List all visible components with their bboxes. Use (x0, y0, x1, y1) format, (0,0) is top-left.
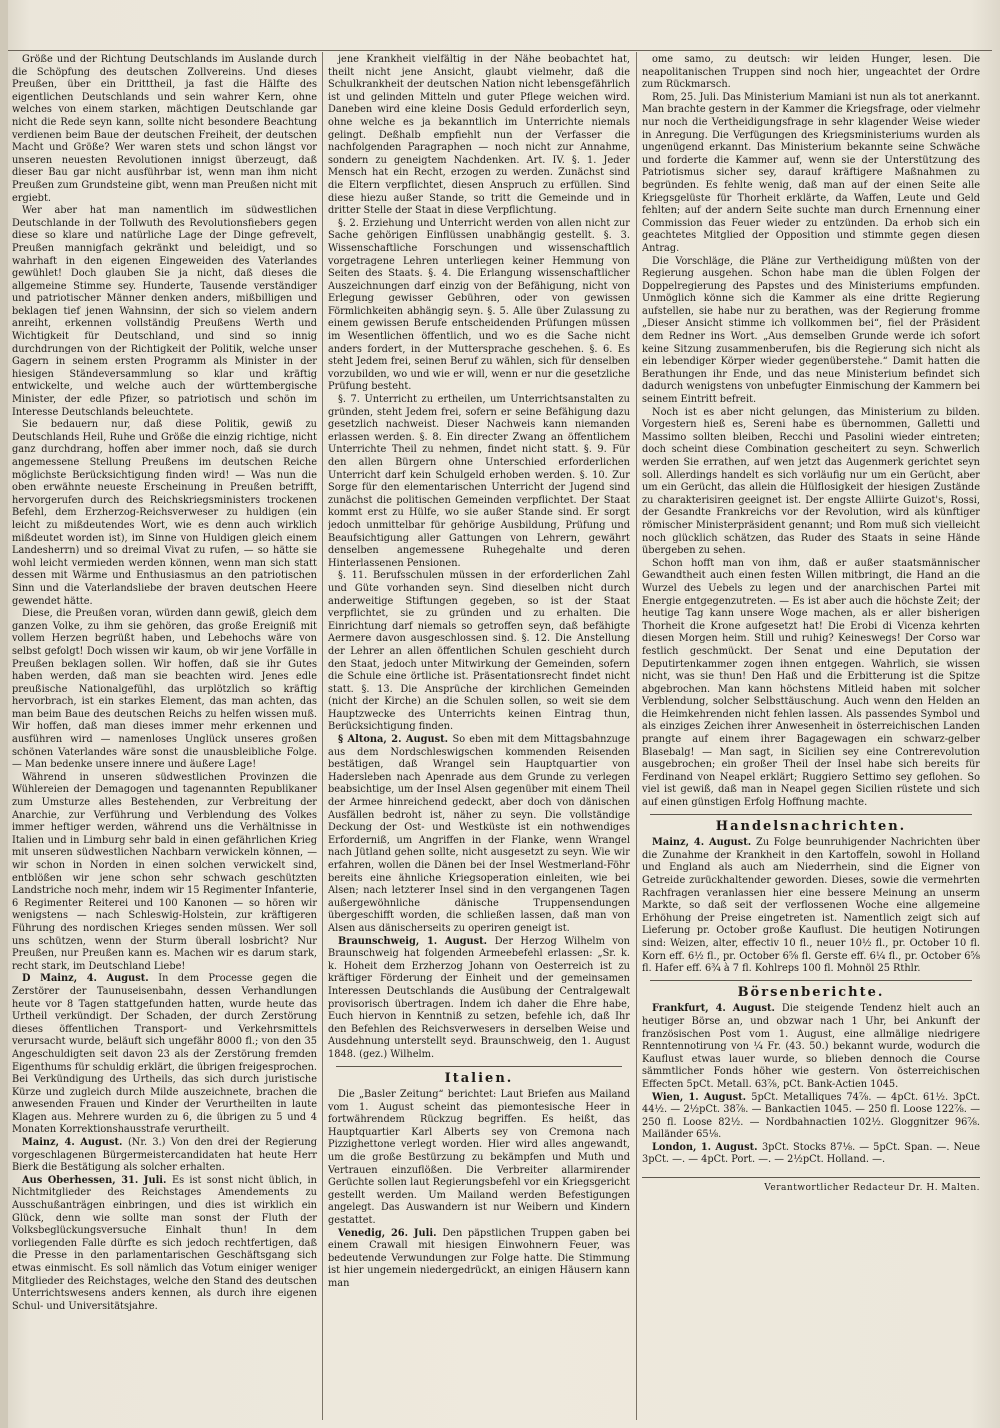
news-item (328, 1089, 630, 1228)
dateline: § Altona, 2. August. (338, 734, 453, 746)
article-paragraph: Rom, 25. Juli. Das Ministerium Mamiani ist nun als tot anerkannt. Man brachte gestern in der Kammer die Kriegsfrage, oder vielmehr nur noch die Vertheidigungsfrage in sehr klagender Weise wieder in Anregung. Die Verfügungen des Kriegsministeriums wurden als ungenügend erkannt. Das Ministerium bekannte seine Schwäche und forderte die Kammer auf, wenn sie der Unterstützung des Patriotismus sicher sey, darauf kräftigere Maßnahmen zu begründen. Es fehlte wenig, daß man auf der einen Seite alle Kriegsgelüste für Thorheit erklärte, da Waffen, Leute und Geld fehlten; auf der andern Seite suchte man durch Ernennung einer Commission das Feuer wieder zu entzünden. Da erhob sich ein geachtetes Mitglied der Opposition und stimmte gegen diesen Antrag. (642, 91, 980, 254)
news-item (328, 1228, 630, 1291)
article-text: Die „Basler Zeitung“ berichtet: Laut Briefen aus Mailand vom 1. August scheint das piemontesische Heer in fortwährendem Rückzug begriffen. Es heißt, das Hauptquartier Karl Alberts sey von Cremona nach Pizzighettone verlegt worden. Hier wird alles angewandt, um die große Bestürzung zu bekämpfen und Muth und Vertrauen einzuflößen. Die Verbreiter allarmirender Gerüchte sollen laut Regierungsbefehl vor ein Kriegsgericht gestellt werden. Um Mailand werden Befestigungen angelegt. Das Auswandern ist nur Weibern und Kindern gestattet. (328, 1089, 630, 1227)
editor-credit: Verantwortlicher Redacteur Dr. H. Malten. (642, 1177, 980, 1195)
dateline: D Mainz, 4. August. (22, 973, 159, 985)
section-rule (336, 1066, 622, 1067)
dateline: Aus Oberhessen, 31. Juli. (22, 1174, 172, 1186)
article-text: In dem Processe gegen die Zerstörer der Taunuseisenbahn, dessen Verhandlungen heute vor 8 Tagen stattgefunden hatten, wurde heute das Urtheil verkündigt. Der Schaden, der durch Zerstörung dieses öffentlichen Transport- und Verkehrsmittels verursacht wurde, beläuft sich ungefähr 8000 fl.; von den 35 Angeschuldigten seit davon 23 als der Zerstörung fremden Eigenthums für schuldig erklärt, die übrigen freigesprochen. Bei Verkündigung des Urtheils, das sich durch juristische Kürze und zugleich durch Milde auszeichnete, brachen die anwesenden Frauen und Kinder der Verurtheilten in laute Klagen aus. Mehrere wurden zu 6, die übrigen zu 5 und 4 Monaten Korrektionshausstrafe verurtheilt. (12, 973, 317, 1136)
article-paragraph: Größe und der Richtung Deutschlands im Auslande durch die Schöpfung des deutschen Zollvereins. Und dieses Preußen, über ein Dritttheil, ja fast die Hälfte des eigentlichen Deutschlands und sein wahrer Kern, ohne welches von einem starken, mächtigen Deutschlande gar nicht die Rede seyn kann, sollte nicht besondere Beachtung verdienen beim Baue der deutschen Freiheit, der deutschen Macht und Größe? Wer waren stets und schon längst vor unseren neuesten Revolutionen innigst überzeugt, daß dieser Bau gar nicht ausführbar ist, wenn man ihm nicht Preußen zum Grundsteine gibt, wenn man Preußen nicht mit ergiebt. (12, 54, 317, 204)
article-paragraph: §. 2. Erziehung und Unterricht werden von allen nicht zur Sache gehörigen Einflüssen unabhängig gestellt. §. 3. Wissenschaftliche Forschungen und wissenschaftlich vorgetragene Lehren unterliegen keiner Hemmung von Seiten des Staats. §. 4. Die Erlangung wissenschaftlicher Auszeichnungen darf einzig von der Befähigung, nicht von Erlegung gewisser Gebühren, oder von gewissen Förmlichkeiten abhängig seyn. §. 5. Alle über Zulassung zu einem gewissen Berufe entscheidenden Prüfungen müssen im Wesentlichen öffentlich, und wo es die Sache nicht anders fordert, in der Muttersprache geschehen. §. 6. Es steht Jedem frei, seinen Beruf zu wählen, sich für denselben vorzubilden, wo und wie er will, wenn er nur die gesetzliche Prüfung besteht. (328, 217, 630, 393)
page-binding-edge (0, 0, 8, 1428)
dateline: London, 1. August. (652, 1141, 762, 1153)
news-item (642, 1142, 980, 1167)
column-left (12, 54, 317, 1422)
article-paragraph: Noch ist es aber nicht gelungen, das Ministerium zu bilden. Vorgestern hieß es, Sereni habe es übernommen, Galletti und Massimo sollten bleiben, Recchi und Pasolini wieder eintreten; doch scheint diese Combination gescheitert zu seyn. Schwerlich werden Sie errathen, auf wen jetzt das Augenmerk gerichtet seyn soll. Allerdings handelt es sich vorläufig nur um ein Gerücht, aber um ein Gerücht, das allein die Hülflosigkeit der hiesigen Zustände zu charakterisiren geeignet ist. Der engste Alliirte Guizot's, Rossi, der Gesandte Frankreichs vor der Revolution, wird als künftiger römischer Ministerpräsident genannt; und Rom muß sich vielleicht noch glücklich schätzen, das Ruder des Staats in seine Hände übergeben zu sehen. (642, 406, 980, 557)
column-divider (636, 52, 637, 1420)
news-item (642, 1092, 980, 1142)
dateline: Mainz, 4. August. (652, 837, 757, 849)
dateline: Frankfurt, 4. August. (652, 1003, 782, 1015)
article-paragraph: Sie bedauern nur, daß diese Politik, gewiß zu Deutschlands Heil, Ruhe und Größe die einzig richtige, nicht ganz durchdrang, hoffen aber immer noch, daß sie durch angemessene Stellung Preußens im deutschen Reiche möglichste Berücksichtigung finden wird! — Was nun die oben erwähnte neueste Erscheinung in Preußen betrifft, hervorgerufen durch des Reichskriegsministers trockenen Befehl, dem Erzherzog-Reichsverweser zu huldigen (ein leicht zu mißdeutendes Wort, wie es denn auch wirklich mißdeutet worden ist), im Sinne von Huldigen gleich einem Landesherrn) und so dreimal Vivat zu rufen, — so hätte sie wohl leicht vermieden werden können, wenn man sich statt dessen mit Wärme und Enthusiasmus an den patriotischen Sinn und die Vaterlandsliebe der braven deutschen Heere gewendet hätte. (12, 419, 317, 607)
article-paragraph: ome samo, zu deutsch: wir leiden Hunger, lesen. Die neapolitanischen Truppen sind noch hier, ungeachtet der Ordre zum Rückmarsch. (642, 54, 980, 91)
article-text: Der Herzog Wilhelm von Braunschweig hat folgenden Armeebefehl erlassen: „Sr. k. k. Hoheit dem Erzherzog Johann von Oesterreich ist zu kräftiger Förderung der Einheit und der gemeinsamen Interessen Deutschlands die Ausübung der Centralgewalt provisorisch übertragen. Indem ich daher die Ehre habe, Euch hiervon in Kenntniß zu setzen, befehle ich, daß Ihr den Befehlen des Reichsverwesers in derselben Weise und Ausdehnung unterstellt seyd. Braunschweig, den 1. August 1848. (gez.) Wilhelm. (328, 935, 630, 1060)
article-paragraph: Während in unseren südwestlichen Provinzen die Wühlereien der Demagogen und tagenannten Republikaner zum Umsturze alles Bestehenden, zur Verbreitung der Anarchie, zur Verführung und Verblendung des Volkes immer heftiger werden, während uns die Verhältnisse in Italien und in Limburg sehr bald in einen gefährlichen Krieg mit unseren südwestlichen Nachbarn verwickeln können, — wir schon in Norden in einen solchen verwickelt sind, entblößen wir jene schon sehr schwach geschützten Landstriche noch mehr, indem wir 15 Regimenter Infanterie, 6 Regimenter Reiterei und 100 Kanonen — so hören wir wenigstens — nach Schleswig-Holstein, zur kräftigeren Führung des nordischen Krieges senden müssen. Wer soll uns schützen, wenn der Sturm überall losbricht? Nur Preußen, nur Preußen kann es. Machen wir es darum stark, recht stark, im Deutschland Liebe! (12, 771, 317, 972)
article-text: 3pCt. Stocks 87⅛. — 5pCt. Span. —. Neue 3pCt. —. — 4pCt. Port. —. — 2½pCt. Holland. —. (642, 1141, 980, 1166)
news-item (642, 837, 980, 976)
section-title-handelsnachrichten: Handelsnachrichten. (715, 818, 907, 834)
article-text: So eben mit dem Mittagsbahnzuge aus dem Nordschleswigschen kommenden Reisenden bestätigen, daß Wrangel sein Hauptquartier von Hadersleben nach Apenrade aus dem Grunde zu verlegen beabsichtige, um der Insel Alsen gegenüber mit einem Theil der Armee hinreichend gedeckt, aber doch von dänischen Ausfällen bedroht ist, näher zu seyn. Die vollständige Deckung der Ost- und Westküste ist ein nothwendiges Erforderniß, um Angriffen in der Flanke, wenn Wrangel nach Jütland gehen sollte, nicht ausgesetzt zu seyn. Wie wir erfahren, wollen die Dänen bei der Insel Westmerland-Föhr bereits eine ähnliche Kriegsoperation einleiten, wie bei Alsen; nach letzterer Insel sind in den vergangenen Tagen außergewöhnliche dänische Truppensendungen übergeschifft worden, die schließen lassen, daß man von Alsen aus dänischerseits zu operiren geneigt ist. (328, 734, 630, 934)
header-rule (8, 50, 992, 51)
column-middle (328, 54, 630, 1422)
section-title-boersenberichte: Börsenberichte. (737, 984, 885, 1000)
column-divider (322, 52, 323, 1420)
article-text: (Nr. 3.) Von den drei der Regierung vorgeschlagenen Bürgermeistercandidaten hat heute Herr Bierk die Bestätigung als solcher erhalten. (12, 1137, 317, 1174)
section-rule (650, 814, 972, 815)
dateline: Venedig, 26. Juli. (338, 1227, 443, 1239)
article-paragraph: jene Krankheit vielfältig in der Nähe beobachtet hat, theilt nicht jene Ansicht, glaubt vielmehr, daß die Schulkrankheit der deutschen Nation nicht lebensgefährlich ist und gelinden Mitteln und guter Pflege weichen wird. Daneben wird eine kleine Dosis Geduld erforderlich seyn, ohne welche es ja bekanntlich im Unterrichte niemals gelingt. Deßhalb empfiehlt nun der Verfasser die nachfolgenden Paragraphen — noch nicht zur Annahme, sondern zu geneigtem Nachdenken. Art. IV. §. 1. Jeder Mensch hat ein Recht, erzogen zu werden. Zunächst sind die Eltern verpflichtet, diesen Anspruch zu erfüllen. Sind diese hiezu außer Stande, so tritt die Gemeinde und in dritter Stelle der Staat in diese Verpflichtung. (328, 54, 630, 217)
news-item (328, 734, 630, 936)
article-text: Den päpstlichen Truppen gaben bei einem Crawall mit hiesigen Einwohnern Feuer, was bedeutende Verwundungen zur Folge hatte. Die Stimmung ist hier ungemein niedergedrückt, an einigen Häusern kann man (328, 1227, 630, 1289)
article-paragraph: Schon hofft man von ihm, daß er außer staatsmännischer Gewandtheit auch einen festen Willen mitbringt, die Hand an die Wurzel des Uebels zu legen und der anarchischen Partei mit Energie entgegenzutreten. — Es ist aber auch die höchste Zeit; der heutige Tag kann unsere Woge machen, als er aller bisherigen Thorheit die Krone aufgesetzt hat! Die Erobi di Vicenza kehrten diesen Morgen heim. Still und ruhig? Keineswegs! Der Corso war festlich geschmückt. Der Senat und eine Deputation der Deputirtenkammer zogen ihnen entgegen. Wahrlich, sie wissen nicht, was sie thun! Den Haß und die Erbitterung ist die Spitze abgebrochen. Man kann höchstens Mitleid haben mit solcher Verblendung, solcher Selbsttäuschung. Auch wenn den Helden an die Heimkehrenden nicht fehlen lassen. Als passendes Symbol und als einziges Zeichen ihrer Anwesenheit in österreichischen Landen prangte auf einem ihrer Bagagewagen ein schwarz-gelber Blasebalg! — Man sagt, in Sicilien sey eine Contrerevolution ausgebrochen; ein großer Theil der Insel habe sich bereits für Ferdinand von Neapel erklärt; Ruggiero Settimo sey geflohen. So viel ist gewiß, daß man in Neapel gegen Sicilien rüstete und sich auf einen günstigen Erfolg Hoffnung machte. (642, 557, 980, 809)
article-paragraph: Die Vorschläge, die Pläne zur Vertheidigung müßten von der Regierung ausgehen. Schon habe man die üblen Folgen der Doppelregierung des Papstes und des Ministeriums empfunden. Unmöglich könne sich die Kammer als eine dritte Regierung aufstellen, sie habe nur zu berathen, was der Regierung fromme „Dieser Ansicht stimme ich vollkommen bei“, fiel der Präsident dem Redner ins Wort. „Aus demselben Grunde werde ich sofort keine Sitzung zusammenberufen, bis die Regierung sich nicht als ein lebendiger Körper wieder gegenüberstehe.“ Damit hatten die Berathungen ihr Ende, und das neue Ministerium befindet sich dadurch wenigstens von unbefugter Einmischung der Kammern bei seinem Eintritt befreit. (642, 255, 980, 406)
section-rule (650, 980, 972, 981)
section-title-italien: Italien. (444, 1070, 514, 1086)
article-paragraph: §. 11. Berufsschulen müssen in der erforderlichen Zahl und Güte vorhanden seyn. Sind dieselben nicht durch anderweitige Stiftungen gegeben, so ist der Staat verpflichtet, sie zu gründen und zu erhalten. Die Einrichtung darf niemals so getroffen seyn, daß befähigte Aermere davon ausgeschlossen sind. §. 12. Die Anstellung der Lehrer an allen öffentlichen Schulen geschieht durch den Staat, jedoch unter Mitwirkung der Gemeinden, sofern die Schule eine örtliche ist. Präsentationsrecht findet nicht statt. §. 13. Die Ansprüche der kirchlichen Gemeinden (nicht der Kirche) an die Schulen sollen, so weit sie dem Hauptzwecke des Unterrichts keinen Eintrag thun, Berücksichtigung finden. (328, 570, 630, 733)
article-text: 5pCt. Metalliques 74⅞. — 4pCt. 61½. 3pCt. 44½. — 2½pCt. 38⅞. — Bankactien 1045. — 250 fl. Loose 122⅞. — 250 fl. Loose 82½. — Nordbahnactien 102½. Gloggnitzer 96⅞. Mailänder 65⅛. (642, 1091, 980, 1141)
article-text: Die steigende Tendenz hielt auch an heutiger Börse an, und obzwar nach 1 Uhr, bei Ankunft der französischen Post vom 1. August, eine allmälige niedrigere Renntennotirung von ¼ Fr. (43. 50.) bekannt wurde, wodurch die Kauflust etwas lauer wurde, so blieben dennoch die Course sämmtlicher Fonds höher wie gestern. Von österreichischen Effecten 5pCt. Metall. 63⅞, pCt. Bank-Actien 1045. (642, 1003, 980, 1090)
news-item (12, 973, 317, 1137)
news-item (642, 1003, 980, 1091)
dateline: Wien, 1. August. (652, 1091, 752, 1103)
dateline: Mainz, 4. August. (22, 1137, 128, 1149)
news-item (12, 1137, 317, 1175)
article-paragraph: Diese, die Preußen voran, würden dann gewiß, gleich dem ganzen Volke, zu ihm sie gehören, das große Ereigniß mit vollem Herzen begrüßt haben, und Lebehochs wäre von selbst gefolgt! Doch wissen wir kaum, ob wir jene Vorfälle in Preußen beklagen sollen. Wir hoffen, daß sie ihr Gutes haben werden, daß man sie beachten wird. Jenes edle preußische Nationalgefühl, das urplötzlich so kräftig hervorbrach, ist ein starkes Element, das man achten, das man beim Baue des deutschen Reichs zu helfen wissen muß. Wir hoffen, daß man dieses immer mehr erkennen und ausführen wird — namenloses Unglück unseres großen schönen Vaterlandes wäre sonst die unausbleibliche Folge. — Man bedenke unsere innere und äußere Lage! (12, 608, 317, 771)
news-item (12, 1175, 317, 1314)
article-paragraph: §. 7. Unterricht zu ertheilen, um Unterrichtsanstalten zu gründen, steht Jedem frei, sofern er seine Befähigung dazu gesetzlich nachweist. Dieser Nachweis kann niemanden erlassen werden. §. 8. Ein directer Zwang an öffentlichem Unterrichte Theil zu nehmen, findet nicht statt. §. 9. Für den allen Bürgern ohne Unterschied erforderlichen Unterricht darf kein Schulgeld erhoben werden. §. 10. Zur Sorge für den elementarischen Unterricht der Jugend sind zunächst die politischen Gemeinden verpflichtet. Der Staat kommt erst zu Hülfe, wo sie außer Stande sind. Er sorgt jedoch unmittelbar für gehörige Ausbildung, Prüfung und Beaufsichtigung aller Gattungen von Lehrern, gewährt denselben angemessene Ruhegehalte und deren Hinterlassenen Pensionen. (328, 394, 630, 569)
article-text: Es ist sonst nicht üblich, in Nichtmitglieder des Reichstages Amendements zu Ausschußanträgen einbringen, und dies ist wirklich ein Glück, denn wie sollte man sonst der Fluth der Volksbeglückungsversuche Einhalt thun! In dem vorliegenden Falle dürfte es sich jedoch rechtfertigen, daß die Presse in den parlamentarischen Geschäftsgang sich etwas einmischt. Es soll nämlich das Votum einiger weniger Mitglieder des Reichstages, welche den Stand des deutschen Unterrichtswesens anders kennen, als durch ihre eigenen Schul- und Universitätsjahre. (12, 1174, 317, 1312)
news-item (328, 936, 630, 1062)
column-right (642, 54, 980, 1422)
dateline: Braunschweig, 1. August. (338, 935, 495, 947)
article-text: Zu Folge beunruhigender Nachrichten über die Zunahme der Krankheit in den Kartoffeln, sowohl in Holland und England als auch am Niederrhein, sind die Eigner von Getreide zurückhaltender geworden. Dieses, sowie die vermehrten Rachfragen veranlassen hier eine bessere Meinung an unserm Markte, so daß seit der verflossenen Woche eine allgemeine Erhöhung der Preise eingetreten ist. Namentlich zeigt sich auf Lieferung pr. October große Kauflust. Die heutigen Notirungen sind: Weizen, alter, effectiv 10 fl., neuer 10½ fl., pr. October 10 fl. Korn eff. 6½ fl., pr. October 6⅝ fl. Gerste eff. 6¼ fl., pr. October 6⅝ fl. Hafer eff. 6¾ à 7 fl. Kohlreps 100 fl. Mohnöl 25 Rthlr. (642, 837, 980, 975)
article-paragraph: Wer aber hat man namentlich im südwestlichen Deutschlande in der Tollwuth des Revolutionsfiebers gegen diese so klare und natürliche Lage der Dinge gefrevelt, Preußen mannigfach gekränkt und beleidigt, und so wahrhaft in den eigenen Eingeweiden des Vaterlandes gewühlet! Doch glauben Sie ja nicht, daß dieses die allgemeine Stimme sey. Hunderte, Tausende verständiger und patriotischer Männer denken anders, mißbilligen und beklagen tief jenen Wahnsinn, der sich so vielem andern anreiht, erkennen vollständig Preußens Werth und Wichtigkeit für Deutschland, und sind so innig durchdrungen von der Richtigkeit der Politik, welche unser Gagern in seinem ersten Programm als Minister in der hiesigen Ständeversammlung so klar und kräftig entwickelte, und welche auch der württembergische Minister, der edle Pfizer, so patriotisch und schön im Interesse Deutschlands beleuchtete. (12, 205, 317, 418)
